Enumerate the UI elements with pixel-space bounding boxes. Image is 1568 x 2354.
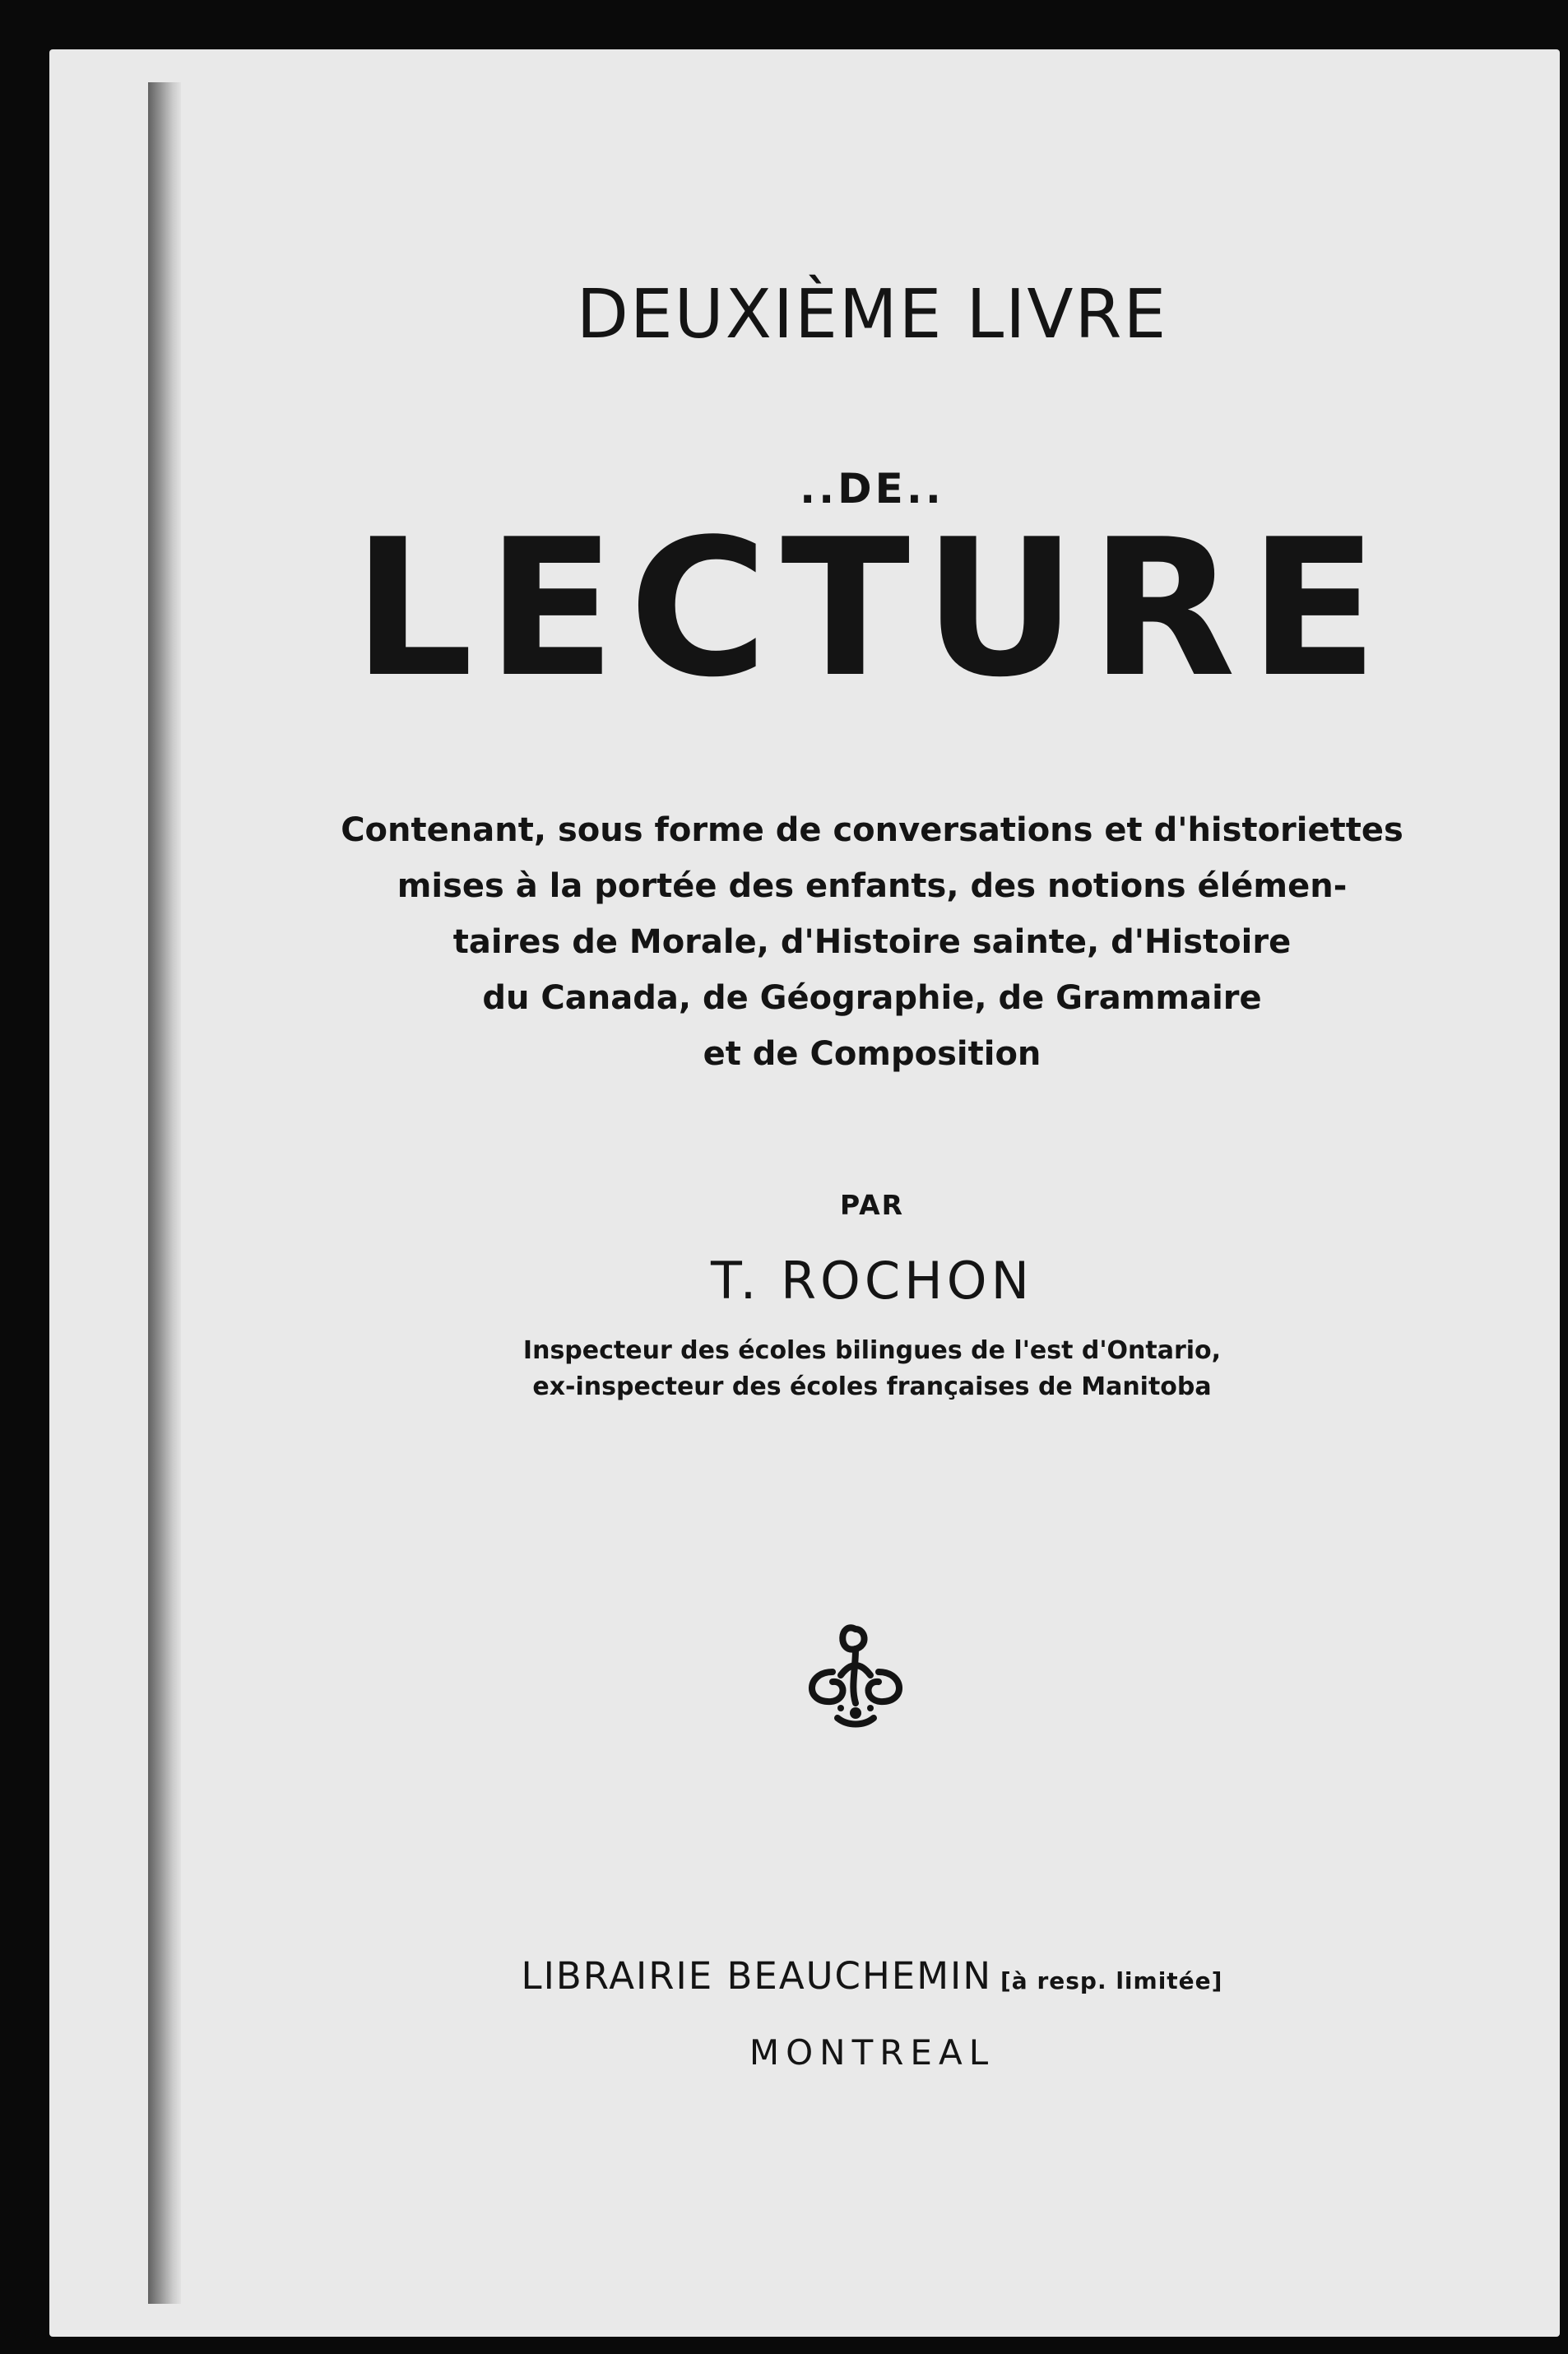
description-line: Contenant, sous forme de conversations et d'historiettes <box>341 811 1403 849</box>
publisher-note: [à resp. limitée] <box>1000 1967 1223 1994</box>
title-page-content <box>206 49 1538 2337</box>
byline-par-text: PAR <box>839 1189 905 1221</box>
publisher <box>206 1954 1538 1998</box>
publisher-city-text: MONTREAL <box>749 2032 995 2073</box>
byline-par <box>206 1189 1538 1221</box>
title-connector-text: ..DE.. <box>800 465 944 513</box>
publisher-city <box>206 2032 1538 2073</box>
title-page <box>49 49 1560 2337</box>
author-credentials <box>206 1333 1538 1405</box>
description-line: taires de Morale, d'Histoire sainte, d'Histoire <box>452 923 1292 961</box>
description-line: et de Composition <box>703 1035 1041 1073</box>
title-line-top <box>206 276 1538 354</box>
floral-ornament-icon <box>790 1596 921 1736</box>
description-line: mises à la portée des enfants, des notions élémen- <box>397 867 1348 905</box>
author-name <box>206 1251 1538 1311</box>
publisher-name: LIBRAIRIE BEAUCHEMIN <box>521 1954 992 1998</box>
author-name-text: T. ROCHON <box>711 1251 1033 1311</box>
credential-line: Inspecteur des écoles bilingues de l'est d'Ontario, <box>522 1336 1222 1365</box>
description-block <box>206 802 1538 1082</box>
binding-gutter-shadow <box>148 82 181 2304</box>
title-line1-text: DEUXIÈME LIVRE <box>576 276 1168 354</box>
main-title-text: LECTURE <box>352 499 1392 719</box>
main-title <box>206 499 1538 719</box>
credential-line: ex-inspecteur des écoles françaises de Manitoba <box>532 1372 1212 1401</box>
description-line: du Canada, de Géographie, de Grammaire <box>482 979 1262 1017</box>
